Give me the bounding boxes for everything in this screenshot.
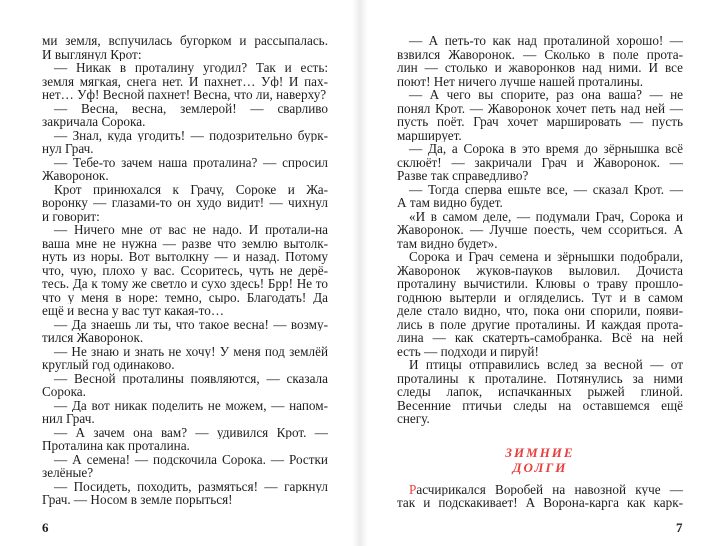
text-line: лин — столько и жаворонков над ними. И все xyxy=(397,61,683,75)
text-line: Весенние птичьи следы на оставшемся ещё xyxy=(397,398,683,412)
text-line: — Посидеть, походить, размяться! — гаркнул xyxy=(54,479,328,493)
text-line: — Весна, весна, землерой! — сварливо xyxy=(54,101,328,115)
text-line: нил Грач. xyxy=(42,412,95,426)
text-line: Жаворонок. — Лучше поесть, чем ссориться. А xyxy=(397,223,683,237)
page-number-left: 6 xyxy=(42,520,49,535)
text-line: — А чего вы спорите, раз она ваша? — не xyxy=(409,88,683,102)
text-line: — А зачем она вам? — удивился Крот. — xyxy=(54,425,328,439)
text-line: поют! Нет ничего лучше нашей проталины. xyxy=(397,74,643,88)
text-line: проталину вычистили. Клювы о траву прошло- xyxy=(397,277,683,291)
text-line: И выглянул Крот: xyxy=(42,47,142,61)
text-line: закричала Сорока. xyxy=(42,115,146,129)
text-line: тился Жаворонок. xyxy=(42,331,144,345)
text-line: нет… Уф! Весной пахнет! Весна, что ли, наверху? xyxy=(42,88,327,102)
page-number-right: 7 xyxy=(676,520,683,535)
text-line: годнюю вытерли и огляделись. Тут и в самом xyxy=(397,290,683,304)
text-line: воронку — глазами-то он худо видит! — чихнул xyxy=(42,196,328,210)
text-line: склюёт! — закричали Грач и Жаворонок. — xyxy=(397,155,683,169)
text-line: лись в поле другие проталины. И каждая прота- xyxy=(397,317,683,331)
text-line: А там видно будет. xyxy=(397,196,503,210)
text-line: Разве так справедливо? xyxy=(397,169,529,183)
text-line: ми земля, вспучилась бугорком и рассыпалась. xyxy=(42,34,328,48)
text-line: Жаворонок жуков-пауков выловил. Дочиста xyxy=(397,263,683,277)
paragraph xyxy=(42,156,328,183)
right-page xyxy=(397,34,683,510)
paragraph xyxy=(397,34,683,88)
text-line: есть — подходи и пируй! xyxy=(397,344,539,358)
text-line: — А петь-то как над проталиной хорошо! — xyxy=(409,34,683,48)
text-line: марширует. xyxy=(397,128,462,142)
paragraph xyxy=(42,399,328,426)
chapter-title-line2: ДОЛГИ xyxy=(512,459,568,475)
paragraph xyxy=(42,61,328,102)
paragraph xyxy=(42,372,328,399)
paragraph xyxy=(397,250,683,358)
text-line: круглый год одинаково. xyxy=(42,358,175,372)
text-line: Проталина как проталина. xyxy=(42,439,190,453)
text-line: — Да, а Сорока в это время до зёрнышка всё xyxy=(409,142,683,156)
text-line: Жаворонок. xyxy=(42,169,109,183)
text-line: «И в самом деле, — подумали Грач, Сорока и xyxy=(409,209,683,223)
text-line: Сорока. xyxy=(42,385,86,399)
paragraph xyxy=(42,183,328,224)
paragraph xyxy=(42,129,328,156)
paragraph xyxy=(42,345,328,372)
chapter-title-line1: ЗИМНИЕ xyxy=(505,444,575,460)
text-line: что, чую, плохо у вас. Ссоритесь, чуть не дерё- xyxy=(42,263,328,277)
drop-cap: Р xyxy=(409,482,417,496)
book-gutter xyxy=(352,0,368,546)
text-line: — Знал, куда угодить! — подозрительно бурк- xyxy=(54,128,328,142)
chapter-first-line-text: асчирикался Воробей на навозной куче — xyxy=(416,482,683,496)
text-line: нуть из норы. Вот вытолкну — и назад. Потому xyxy=(42,250,328,264)
paragraph xyxy=(397,358,683,426)
text-line: понял Крот. — Жаворонок хочет петь над ней — xyxy=(397,101,683,115)
text-line: взвился Жаворонок. — Сколько в поле прота- xyxy=(397,47,683,61)
text-line: проталины к проталине. Потянулись за ними xyxy=(397,371,683,385)
paragraph xyxy=(397,88,683,142)
chapter-second-line: так и подскакивает! А Ворона-карга как карк- xyxy=(397,496,683,510)
text-line: — Да знаешь ли ты, что такое весна! — возму- xyxy=(54,317,328,331)
paragraph xyxy=(397,183,683,210)
text-line: — Никак в проталину угодил? Так и есть: xyxy=(54,61,328,75)
text-line: ваша мне не нужна — разве что землю вытолк- xyxy=(42,236,328,250)
text-line: Сорока и Грач семена и зёрнышки подобрали, xyxy=(409,250,683,264)
text-line: что у меня в норе: темно, сыро. Благодать! Да xyxy=(42,290,328,304)
text-line: — Ничего мне от вас не надо. И протали-на xyxy=(54,223,328,237)
paragraph xyxy=(42,102,328,129)
left-page xyxy=(42,34,328,507)
text-line: — Не знаю и знать не хочу! У меня под землёй xyxy=(54,344,328,358)
text-line: зелёные? xyxy=(42,466,94,480)
paragraph xyxy=(397,142,683,183)
paragraph xyxy=(42,318,328,345)
paragraph xyxy=(42,453,328,480)
text-line: лина — как скатерть-самобранка. Всё на ней xyxy=(397,331,683,345)
paragraph xyxy=(42,34,328,61)
text-line: снегу. xyxy=(397,412,430,426)
text-line: пусть поёт. Грач хочет маршировать — пусть xyxy=(397,115,683,129)
chapter-title xyxy=(397,445,683,475)
text-line: нул Грач. xyxy=(42,142,94,156)
text-line: земля мягкая, снега нет. И пахнет… Уф! И пах- xyxy=(42,74,328,88)
text-line: Грач. — Носом в земле порыться! xyxy=(42,493,233,507)
text-line: и говорит: xyxy=(42,209,100,223)
text-line: Крот принюхался к Грачу, Сороке и Жа- xyxy=(54,182,328,196)
text-line: — Весной проталины появляются, — сказала xyxy=(54,371,328,385)
text-line: — А семена! — подскочила Сорока. — Ростки xyxy=(54,452,328,466)
paragraph xyxy=(42,426,328,453)
text-line: — Тебе-то зачем наша проталина? — спросил xyxy=(54,155,328,169)
text-line: И птицы отправились вслед за весной — от xyxy=(409,358,683,372)
text-line: деле стало видно, что, пока они спорили, появи- xyxy=(397,304,683,318)
text-line: — Да вот никак поделить не можем, — напом- xyxy=(54,398,328,412)
text-line: тесь. Да к тому же светло и сухо здесь! Брр! Не то xyxy=(42,277,328,291)
paragraph xyxy=(42,223,328,318)
chapter-first-line xyxy=(397,483,683,497)
paragraph xyxy=(42,480,328,507)
text-line: следы лапок, испачканных рыжей глиной. xyxy=(397,385,683,399)
paragraph xyxy=(397,210,683,251)
right-page-text xyxy=(397,34,683,426)
text-line: там видно будет». xyxy=(397,236,498,250)
text-line: ещё и весна у вас тут какая-то… xyxy=(42,304,225,318)
text-line: — Тогда сперва ешьте все, — сказал Крот. — xyxy=(409,182,683,196)
